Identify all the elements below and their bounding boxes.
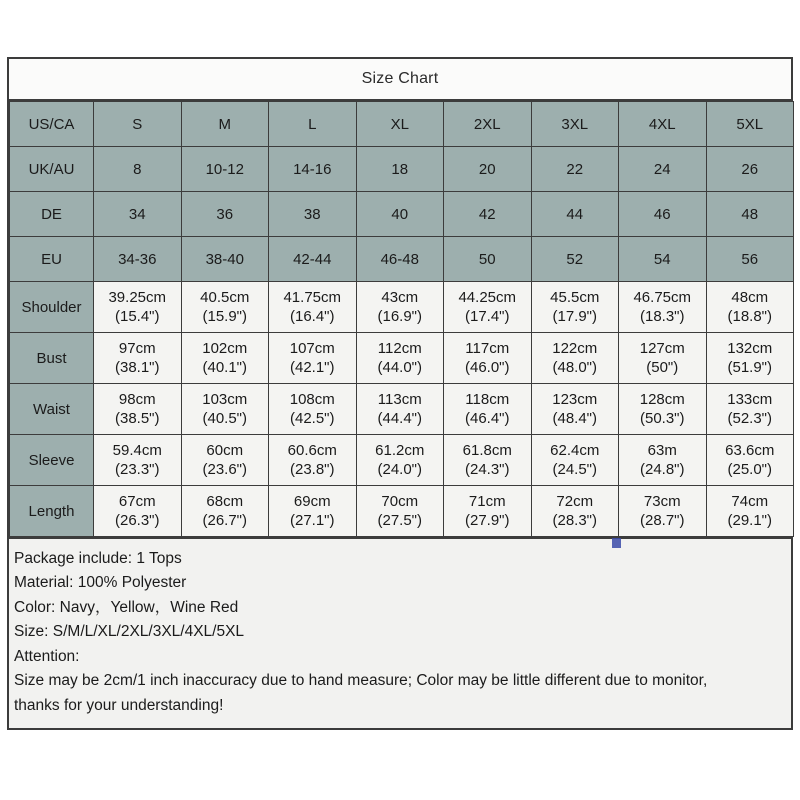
table-cell bbox=[444, 384, 532, 435]
measurement-inch: (28.3") bbox=[552, 512, 597, 529]
table-cell bbox=[181, 333, 269, 384]
measurement-cm: 46.75cm bbox=[633, 288, 692, 306]
measurement-inch: (46.0") bbox=[464, 359, 510, 376]
table-cell bbox=[269, 384, 357, 435]
table-cell: 3XL bbox=[531, 102, 619, 147]
table-cell bbox=[356, 486, 444, 537]
table-cell: M bbox=[181, 102, 269, 147]
measurement-inch: (38.1") bbox=[114, 359, 160, 376]
table-cell bbox=[444, 333, 532, 384]
table-cell bbox=[531, 486, 619, 537]
table-cell: S bbox=[94, 102, 182, 147]
measurement-cm: 45.5cm bbox=[550, 288, 600, 306]
table-cell: 14-16 bbox=[269, 147, 357, 192]
table-cell: 56 bbox=[706, 237, 794, 282]
measurement-inch: (46.4") bbox=[464, 410, 510, 427]
table-cell: 38 bbox=[269, 192, 357, 237]
measurement-cm: 60cm bbox=[206, 441, 244, 459]
measurement-cm: 74cm bbox=[731, 492, 769, 510]
measurement-cm: 63m bbox=[647, 441, 677, 459]
table-cell bbox=[706, 384, 794, 435]
table-cell: L bbox=[269, 102, 357, 147]
table-cell bbox=[619, 333, 707, 384]
footer-material: Material: 100% Polyester bbox=[14, 574, 187, 592]
measurement-cm: 48cm bbox=[731, 288, 769, 306]
measurement-inch: (16.9") bbox=[377, 308, 422, 325]
measurement-cm: 70cm bbox=[381, 492, 419, 510]
measurement-cm: 62.4cm bbox=[550, 441, 600, 459]
measurement-inch: (15.4") bbox=[114, 308, 160, 325]
measurement-cm: 118cm bbox=[465, 390, 510, 408]
table-row bbox=[10, 435, 794, 486]
footer-size: Size: S/M/L/XL/2XL/3XL/4XL/5XL bbox=[14, 623, 245, 641]
table-cell: 18 bbox=[356, 147, 444, 192]
table-cell bbox=[181, 384, 269, 435]
table-cell bbox=[94, 282, 182, 333]
table-row bbox=[10, 333, 794, 384]
measurement-inch: (50") bbox=[646, 359, 679, 376]
measurement-inch: (52.3") bbox=[727, 410, 772, 427]
measurement-cm: 43cm bbox=[381, 288, 419, 306]
table-cell: 10-12 bbox=[181, 147, 269, 192]
table-cell: 36 bbox=[181, 192, 269, 237]
measurement-cm: 97cm bbox=[118, 339, 156, 357]
table-cell bbox=[181, 486, 269, 537]
table-cell bbox=[444, 282, 532, 333]
table-cell: 34 bbox=[94, 192, 182, 237]
measurement-inch: (44.4") bbox=[377, 410, 422, 427]
measurement-cm: 103cm bbox=[202, 390, 248, 408]
measurement-inch: (27.1") bbox=[289, 512, 335, 529]
row-label: Sleeve bbox=[10, 435, 94, 486]
measurement-inch: (16.4") bbox=[289, 308, 335, 325]
table-cell bbox=[356, 282, 444, 333]
measurement-cm: 102cm bbox=[202, 339, 248, 357]
table-cell: 54 bbox=[619, 237, 707, 282]
row-label: Waist bbox=[10, 384, 94, 435]
table-cell: 42-44 bbox=[269, 237, 357, 282]
table-cell: 46-48 bbox=[356, 237, 444, 282]
footer-attention-label: Attention: bbox=[14, 647, 80, 665]
table-cell bbox=[94, 384, 182, 435]
table-cell bbox=[94, 435, 182, 486]
footer-package: Package include: 1 Tops bbox=[14, 550, 182, 567]
table-cell: 22 bbox=[531, 147, 619, 192]
table-cell: 44 bbox=[531, 192, 619, 237]
table-cell bbox=[269, 282, 357, 333]
footer-attention-text: Size may be 2cm/1 inch inaccuracy due to hand measure; Color may be little different due to monitor, thanks for your understanding! bbox=[14, 672, 708, 714]
table-cell: 50 bbox=[444, 237, 532, 282]
measurement-cm: 72cm bbox=[556, 492, 594, 510]
row-label: DE bbox=[10, 192, 94, 237]
table-cell: 20 bbox=[444, 147, 532, 192]
measurement-inch: (27.9") bbox=[464, 512, 510, 529]
measurement-cm: 128cm bbox=[639, 390, 685, 408]
measurement-cm: 68cm bbox=[206, 492, 244, 510]
measurement-inch: (38.5") bbox=[114, 410, 160, 427]
row-label: Bust bbox=[10, 333, 94, 384]
table-cell bbox=[269, 486, 357, 537]
measurement-cm: 60.6cm bbox=[287, 441, 337, 459]
measurement-cm: 44.25cm bbox=[458, 288, 517, 306]
measurement-cm: 127cm bbox=[639, 339, 685, 357]
table-cell bbox=[706, 333, 794, 384]
measurement-inch: (42.1") bbox=[289, 359, 335, 376]
table-cell bbox=[269, 333, 357, 384]
measurement-inch: (23.3") bbox=[114, 461, 160, 478]
table-cell: 5XL bbox=[706, 102, 794, 147]
table-cell bbox=[444, 435, 532, 486]
measurement-cm: 61.8cm bbox=[462, 441, 512, 459]
table-row bbox=[10, 147, 794, 192]
table-cell bbox=[531, 384, 619, 435]
measurement-inch: (44.0") bbox=[377, 359, 422, 376]
table-cell bbox=[706, 435, 794, 486]
table-cell bbox=[531, 282, 619, 333]
measurement-inch: (23.8") bbox=[289, 461, 335, 478]
row-label: Shoulder bbox=[10, 282, 94, 333]
compression-artifact bbox=[612, 538, 621, 548]
table-cell: 8 bbox=[94, 147, 182, 192]
table-cell: 26 bbox=[706, 147, 794, 192]
measurement-cm: 112cm bbox=[377, 339, 422, 357]
table-cell: 40 bbox=[356, 192, 444, 237]
measurement-inch: (25.0") bbox=[727, 461, 772, 478]
measurement-inch: (29.1") bbox=[727, 512, 772, 529]
measurement-inch: (24.0") bbox=[377, 461, 422, 478]
measurement-cm: 59.4cm bbox=[112, 441, 162, 459]
table-cell bbox=[531, 435, 619, 486]
measurement-cm: 41.75cm bbox=[283, 288, 342, 306]
table-cell: 52 bbox=[531, 237, 619, 282]
measurement-cm: 113cm bbox=[377, 390, 422, 408]
footer-color: Color: Navy，Yellow，Wine Red bbox=[14, 598, 239, 616]
table-cell bbox=[444, 486, 532, 537]
measurement-cm: 63.6cm bbox=[725, 441, 775, 459]
row-label: EU bbox=[10, 237, 94, 282]
table-row bbox=[10, 102, 794, 147]
row-label: US/CA bbox=[10, 102, 94, 147]
measurement-inch: (42.5") bbox=[289, 410, 335, 427]
measurement-inch: (17.4") bbox=[464, 308, 510, 325]
table-cell bbox=[356, 435, 444, 486]
table-cell bbox=[531, 333, 619, 384]
table-cell: 42 bbox=[444, 192, 532, 237]
size-chart-table bbox=[9, 101, 794, 537]
table-row bbox=[10, 384, 794, 435]
measurement-inch: (15.9") bbox=[202, 308, 247, 325]
table-cell bbox=[181, 282, 269, 333]
measurement-inch: (40.5") bbox=[202, 410, 247, 427]
row-label: UK/AU bbox=[10, 147, 94, 192]
table-cell bbox=[356, 384, 444, 435]
measurement-cm: 40.5cm bbox=[200, 288, 250, 306]
measurement-cm: 107cm bbox=[289, 339, 335, 357]
table-cell bbox=[619, 282, 707, 333]
measurement-inch: (48.4") bbox=[552, 410, 597, 427]
measurement-inch: (28.7") bbox=[639, 512, 685, 529]
table-cell bbox=[619, 435, 707, 486]
measurement-cm: 132cm bbox=[727, 339, 773, 357]
table-row bbox=[10, 237, 794, 282]
measurement-inch: (24.5") bbox=[552, 461, 597, 478]
table-cell bbox=[356, 333, 444, 384]
table-row bbox=[10, 486, 794, 537]
table-cell bbox=[706, 486, 794, 537]
measurement-cm: 71cm bbox=[468, 492, 506, 510]
table-cell: XL bbox=[356, 102, 444, 147]
measurement-inch: (50.3") bbox=[639, 410, 685, 427]
measurement-cm: 123cm bbox=[552, 390, 598, 408]
measurement-cm: 39.25cm bbox=[108, 288, 167, 306]
measurement-inch: (24.8") bbox=[639, 461, 685, 478]
measurement-inch: (23.6") bbox=[202, 461, 247, 478]
measurement-inch: (40.1") bbox=[202, 359, 247, 376]
measurement-cm: 122cm bbox=[552, 339, 598, 357]
table-cell bbox=[619, 384, 707, 435]
table-cell: 46 bbox=[619, 192, 707, 237]
table-row bbox=[10, 192, 794, 237]
measurement-inch: (26.7") bbox=[202, 512, 247, 529]
table-cell bbox=[94, 486, 182, 537]
table-row bbox=[10, 282, 794, 333]
measurement-inch: (51.9") bbox=[727, 359, 772, 376]
measurement-cm: 117cm bbox=[465, 339, 510, 357]
row-label: Length bbox=[10, 486, 94, 537]
table-cell: 34-36 bbox=[94, 237, 182, 282]
table-cell: 24 bbox=[619, 147, 707, 192]
table-cell bbox=[619, 486, 707, 537]
table-cell: 4XL bbox=[619, 102, 707, 147]
size-chart-card bbox=[7, 57, 793, 730]
measurement-cm: 69cm bbox=[293, 492, 331, 510]
table-cell bbox=[181, 435, 269, 486]
measurement-cm: 108cm bbox=[289, 390, 335, 408]
table-cell: 48 bbox=[706, 192, 794, 237]
table-cell bbox=[94, 333, 182, 384]
measurement-cm: 73cm bbox=[643, 492, 681, 510]
measurement-cm: 98cm bbox=[118, 390, 156, 408]
footer-notes bbox=[9, 537, 791, 728]
measurement-inch: (48.0") bbox=[552, 359, 597, 376]
measurement-cm: 67cm bbox=[118, 492, 156, 510]
measurement-inch: (27.5") bbox=[377, 512, 422, 529]
page-title: Size Chart bbox=[9, 59, 791, 101]
measurement-inch: (17.9") bbox=[552, 308, 597, 325]
measurement-inch: (18.8") bbox=[727, 308, 772, 325]
measurement-inch: (18.3") bbox=[639, 308, 685, 325]
table-cell: 2XL bbox=[444, 102, 532, 147]
measurement-inch: (24.3") bbox=[464, 461, 510, 478]
table-cell bbox=[706, 282, 794, 333]
measurement-inch: (26.3") bbox=[114, 512, 160, 529]
measurement-cm: 133cm bbox=[727, 390, 773, 408]
measurement-cm: 61.2cm bbox=[375, 441, 425, 459]
table-cell: 38-40 bbox=[181, 237, 269, 282]
table-cell bbox=[269, 435, 357, 486]
